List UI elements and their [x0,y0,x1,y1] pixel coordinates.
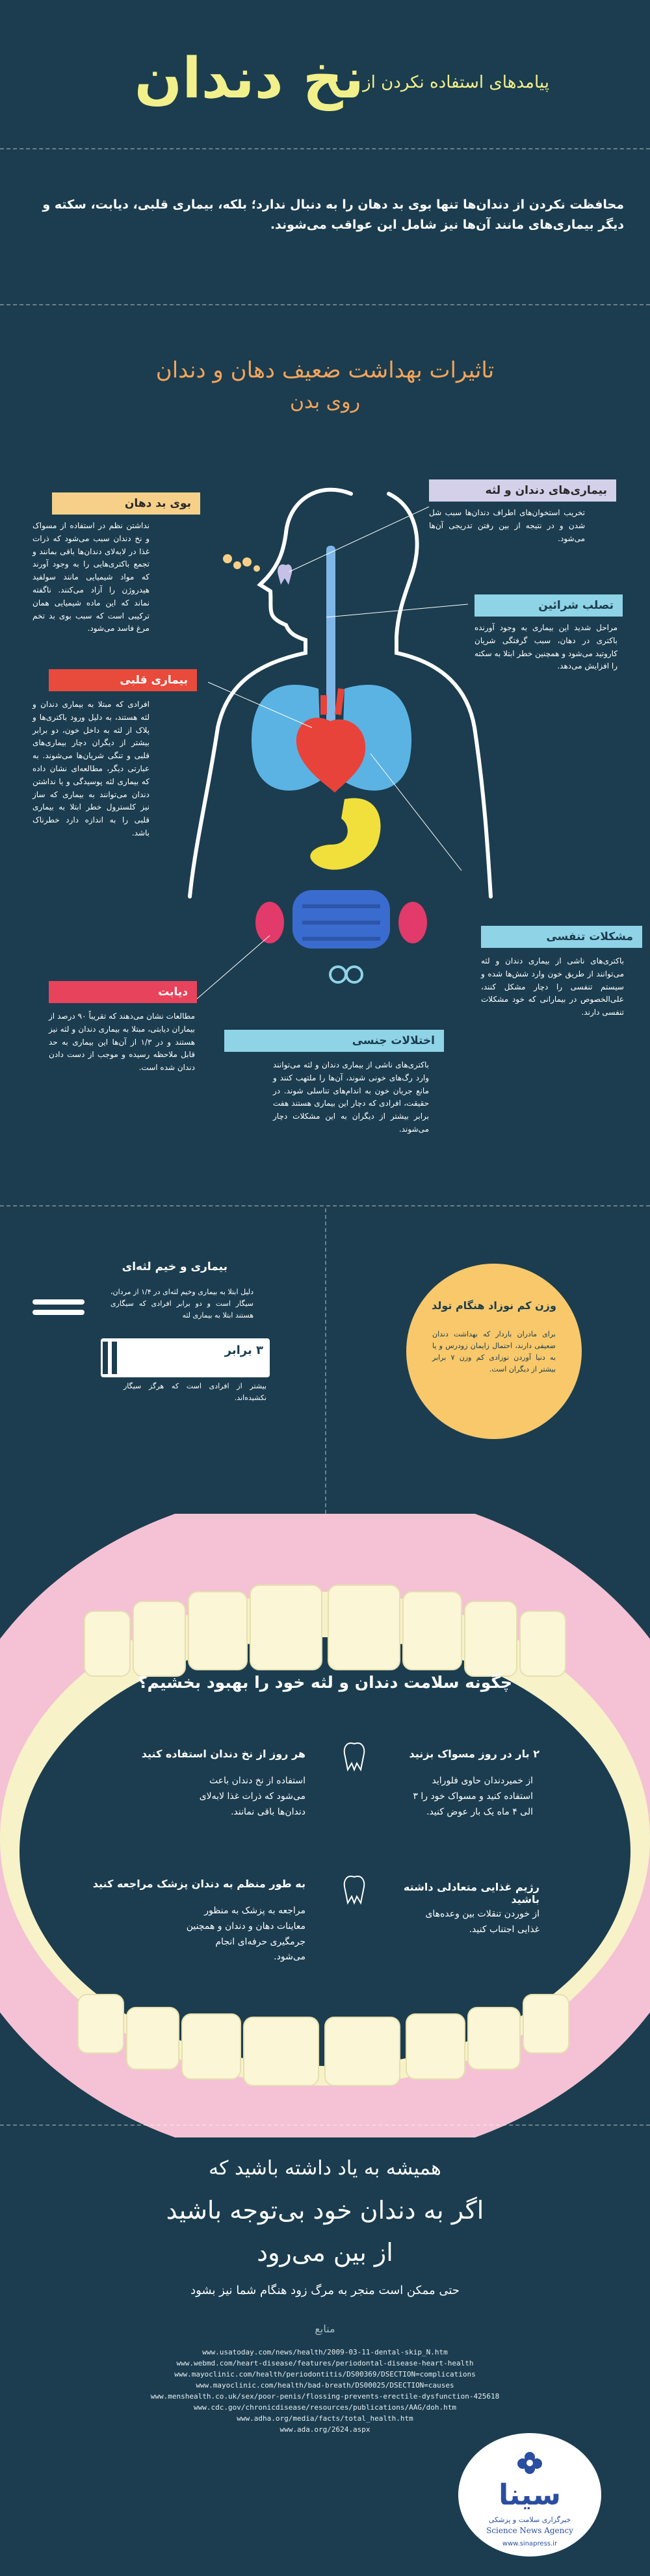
stat-badge-value: ۳ برابر [224,1344,263,1357]
header-subtitle: پیامدهای استفاده نکردن از [363,73,549,92]
tip-1-text: از خمیردندان حاوی فلوراید استفاده کنید و مسواک خود را ۳ الی ۴ ماه یک بار عوض کنید. [413,1776,533,1817]
section-title-line2: روی بدن [289,390,361,413]
logo-url[interactable]: www.sinapress.ir [502,2540,558,2547]
stat-gum-text: دلیل ابتلا به بیماری وخیم لثه‌ای در ۱/۴ از مردان، سیگار است و دو برابر افرادی که سیگاری هستند ابتلا به بیماری لثه [110,1288,254,1320]
text-heart-disease: افرادی که مبتلا به بیماری دندان و لثه هستند، به دلیل ورود باکتری‌ها و پلاک از لثه به داخل خون، دو برابر بیشتر از دیگران دچار بیماری‌های قلبی و تنگی شریان‌ها می‌شوند. به عبارتی دیگر، مطالعه‌ای نشان داده که بیماری لثه پوسیدگی و یا نداشتن دندان می‌توانند به بیماری که ساز نیز کلسترول خطر ابتلا به بیماری قلبی را به اندازه دارد خطرناک باشد. [32,700,150,837]
stat-badge-text: بیشتر از افرادی است که هرگز سیگار نکشیده‌اند. [124,1382,266,1403]
text-arteries: مراحل شدید این بیماری به وجود آورنده باکتری در دهان، سبب گرفتگی شریان کاروتید می‌شود و همچنین خطر ابتلا به سکته را افزایش می‌دهد. [474,623,618,671]
section-title [130,354,520,416]
stat-badge-stripe [112,1342,117,1374]
source-link[interactable]: www.mayoclinic.com/health/bad-breath/DS00025/DSECTION=causes [196,2381,454,2390]
text-respiratory: باکتری‌های ناشی از بیماری دندان و لثه می‌توانند از طریق خون وارد شش‌ها شده و سیستم تنفسی را دچار مشکل کنند، علی‌الخصوص در بیمارانی که خود مشکلات تنفسی دارند. [481,956,624,1017]
tip-4-text: مراجعه به پزشک به منظور معاینات دهان و دندان و همچنین جرمگیری حرفه‌ای انجام می‌شود. [186,1906,306,1963]
pelvic-organ [346,967,362,982]
connector-line [370,754,462,871]
stat-birth-title: وزن کم نوزاد هنگام تولد [432,1299,556,1312]
vertical-divider [325,1208,326,1520]
breath-bubble [242,557,252,567]
connector-line [326,604,468,617]
header-title: نخ دندان [134,46,364,111]
connector-line [289,507,429,572]
tip-2-title: هر روز از نخ دندان استفاده کنید [141,1748,306,1760]
closing-line1: همیشه به یاد داشته باشید که [209,2157,441,2180]
pelvic-organ [330,967,346,982]
label-respiratory: مشکلات تنفسی [481,926,642,948]
label-arteries: تصلب شرائین [474,594,623,617]
divider [0,1205,650,1206]
closing-line3: از بین می‌رود [257,2238,393,2267]
label-bad-breath: بوی بد دهان [52,492,200,515]
stat-bars-icon [32,1299,104,1325]
header [0,0,650,149]
kidney-left [255,902,284,943]
connector-line [195,936,270,1001]
source-link[interactable]: www.menshealth.co.uk/sex/poor-penis/flossing-prevents-erectile-dysfunction-425618 [150,2392,500,2401]
text-gum-disease: تخریب استخوان‌های اطراف دندان‌ها سبب شل شدن و در نتیجه از بین رفتن تدریجی آن‌ها می‌شود. [429,508,585,543]
closing-line4: حتی ممکن است منجر به مرگ زود هنگام شما نیز بشود [190,2284,460,2297]
label-sexual: اختلالات جنسی [224,1030,444,1052]
logo-english: Science News Agency [486,2526,573,2535]
logo-tagline: خبرگزاری سلامت و پزشکی [488,2516,571,2524]
source-link[interactable]: www.mayoclinic.com/health/periodontitis/DS00369/DSECTION=complications [174,2370,476,2378]
section-title-line1: تاثیرات بهداشت ضعیف دهان و دندان [155,357,495,383]
kidney-right [398,902,427,943]
label-heart-disease: بیماری قلبی [49,669,197,691]
mouth-illustration [0,1514,650,2137]
tip-4-title: به طور منظم به دندان پزشک مراجعه کنید [92,1878,306,1890]
sources-title: منابع [315,2323,335,2335]
flower-icon [514,2449,546,2475]
source-link[interactable]: www.usatoday.com/news/health/2009-03-11-dental-skip_N.htm [202,2348,448,2356]
breath-bubble [233,561,241,569]
source-link[interactable]: www.adha.org/media/facts/total_health.htm [237,2414,413,2423]
breath-bubble [223,554,232,563]
source-link[interactable]: www.ada.org/2624.aspx [280,2425,370,2434]
tip-3-text: از خوردن تنقلات بین وعده‌های غذایی اجتناب کنید. [425,1909,540,1935]
closing-line2: اگر به دندان خود بی‌توجه باشید [166,2196,484,2225]
stomach [310,798,380,869]
intro-text: محافظت نکردن از دندان‌ها تنها بوی بد دهان را به دنبال ندارد؛ بلکه، بیماری قلبی، دیابت، سکته و دیگر بیماری‌های مانند آن‌ها نیز شامل این عواقب می‌شوند. [42,198,624,233]
stat-badge-stripe [103,1342,108,1374]
divider [0,304,650,305]
trachea [326,546,335,741]
sources-list [110,2347,540,2435]
stat-birth-text: برای مادران باردار که بهداشت دندان ضعیفی دارند، احتمال زایمان زودرس و یا به دنیا آوردن نوزادی کم وزن ۷ برابر بیشتر از دیگران است. [432,1330,556,1374]
breath-bubble [254,565,260,572]
tips-title: چگونه سلامت دندان و لثه خود را بهبود بخشیم؟ [137,1673,512,1692]
text-diabetes: مطالعات نشان می‌دهند که تقریباً ۹۰ درصد از بیماران دیابتی، مبتلا به بیماری دندان و لثه نیز هستند و در ۱/۳ از آن‌ها این بیماری به حد قابل ملاحظه رسیده و موجب از دست دادن دندان شده است. [49,1012,195,1073]
logo-name: سینا [499,2479,561,2512]
source-link[interactable]: www.cdc.gov/chronicdisease/resources/publications/AAG/doh.htm [194,2403,456,2412]
stat-gum-title: بیماری و خیم لثه‌ای [122,1260,228,1273]
divider [0,2124,650,2126]
source-link[interactable]: www.webmd.com/heart-disease/features/periodontal-disease-heart-health [176,2359,474,2367]
tip-3-title: رژیم غذایی متعادلی داشته باشید [403,1881,540,1906]
label-diabetes: دیابت [49,981,197,1003]
tooth-icon [341,1741,367,1774]
tooth-icon [278,565,292,585]
tip-1-title: ۲ بار در روز مسواک بزنید [409,1748,540,1760]
text-sexual: باکتری‌های ناشی از بیماری دندان و لثه می‌توانند وارد رگ‌های خونی شوند، آن‌ها را ملتهب کنند و مانع جریان خون به اندام‌های تناسلی شوند. در حقیقت، افرادی که دچار این بیماری هستند هفت برابر بیشتر از دیگران به این مشکلات دچار می‌شوند. [273,1060,429,1134]
tooth-icon [341,1874,367,1907]
tip-2-text: استفاده از نخ دندان باعث می‌شود که ذرات غذا لابه‌لای دندان‌ها باقی نمانند. [199,1776,306,1817]
divider [0,148,650,149]
text-bad-breath: نداشتن نظم در استفاده از مسواک و نخ دندان سبب می‌شود که ذرات غذا در لابه‌لای دندان‌ها باقی بمانند و تجمع باکتری‌هایی را به وجود آورند که مواد شیمیایی مانند سولفید هیدروژن را آزاد می‌کنند. ناگفته نماند که این ماده شیمیایی همان ترکیبی است که سبب بوی بد تخم مرغ فاسد می‌شود. [32,521,150,633]
label-gum-disease: بیماری‌های دندان و لثه [429,479,616,502]
